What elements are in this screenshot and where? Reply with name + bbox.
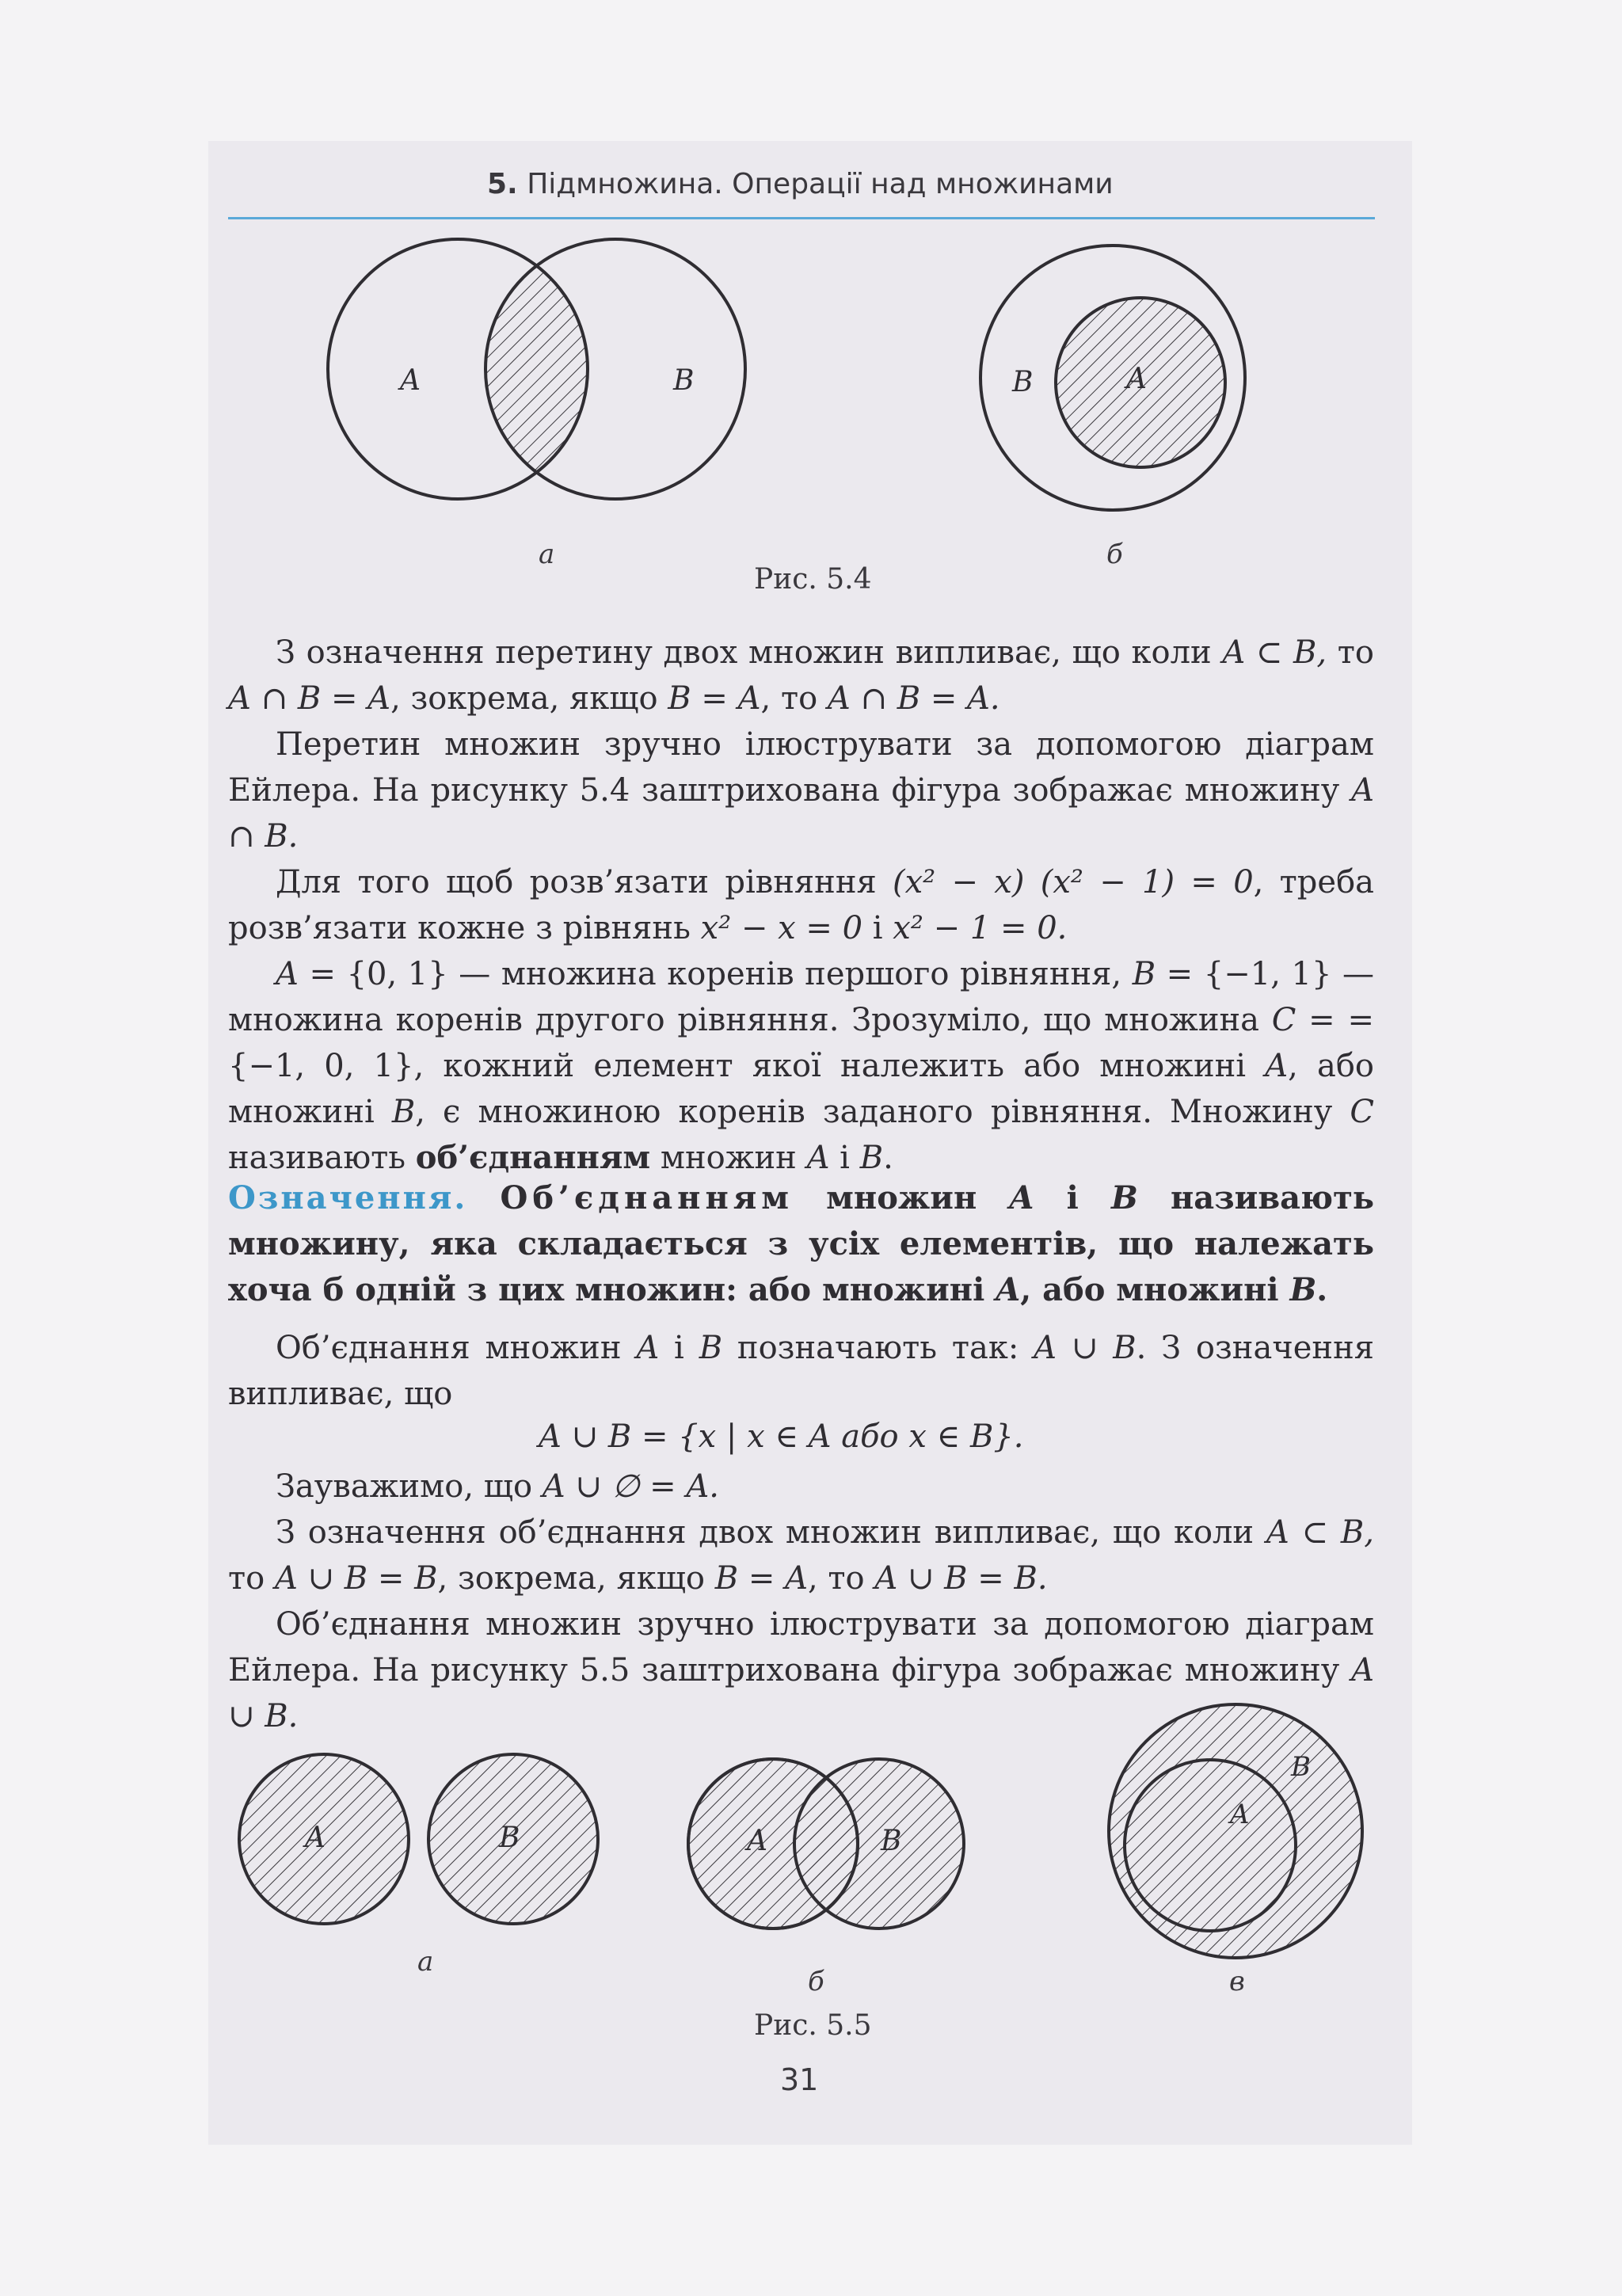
union-overlapping <box>688 1759 964 1929</box>
section-number: 5. <box>487 168 518 200</box>
label-overlap-a: A <box>747 1825 767 1857</box>
paragraph-union-subset: З означення об’єднання двох множин випливає, що коли A ⊂ B, то A ∪ B = B, зокрема, якщо B = A, то A ∪ B = B. <box>228 1514 1374 1597</box>
paragraph-equation: Для того щоб розв’язати рівняння (x² − x) (x² − 1) = 0, треба розв’язати кожне з рівнянь x² − x = 0 і x² − 1 = 0. <box>228 864 1374 946</box>
paragraph-intersection-subset: З означення перетину двох множин випливає, що коли A ⊂ B, то A ∩ B = A, зокрема, якщо B = A, то A ∩ B = A. <box>228 634 1375 717</box>
label-a: A <box>400 364 421 397</box>
label-disjoint-b: B <box>499 1822 520 1854</box>
paragraph-euler-intersection: Перетин множин зручно ілюструвати за допомогою діаграм Ейлера. На рисунку 5.4 заштрихована фігура зображає множину A ∩ B. <box>228 726 1374 855</box>
union-formula: A ∪ B = {x | x ∈ A або x ∈ B}. <box>539 1418 1024 1455</box>
figure-5-4 <box>0 0 1622 602</box>
definition-title: Означення. <box>228 1179 468 1217</box>
paragraph-empty-set: Зауважимо, що A ∪ ∅ = A. <box>276 1468 719 1505</box>
figure-caption-5-4: Рис. 5.4 <box>754 563 872 596</box>
section-title: Підмножина. Операції над множинами <box>527 168 1114 200</box>
subfigure-label-b: б <box>1106 539 1123 570</box>
label-disjoint-a: A <box>305 1822 326 1854</box>
label-subset-b: B <box>1291 1751 1311 1783</box>
label-overlap-b: B <box>881 1825 902 1857</box>
paragraph-roots: A = {0, 1} — множина коренів першого рівняння, B = {−1, 1} — множина коренів другого рівняння. Зрозуміло, що множина C = = {−1, 0, 1}, кожний елемент якої належить або множині A, або множині B, є множиною коренів заданого рівняння. Множину C називають об’єднанням множин A і B. <box>228 956 1375 1176</box>
label-outer-b: B <box>1012 366 1034 398</box>
label-b: B <box>673 364 695 397</box>
union-disjoint <box>239 1754 598 1924</box>
venn-intersection <box>328 239 745 499</box>
subfigure-label-a: а <box>417 1946 434 1978</box>
union-subset <box>1109 1704 1362 1958</box>
overlap-circle-b <box>794 1759 964 1929</box>
subfigure-label-a: а <box>539 539 555 570</box>
figure-caption-5-5: Рис. 5.5 <box>754 2009 872 2042</box>
venn-subset <box>980 246 1245 510</box>
subfigure-label-c: в <box>1229 1966 1245 1997</box>
subset-outer-b <box>1109 1704 1362 1958</box>
paragraph-euler-union: Об’єднання множин зручно ілюструвати за допомогою діаграм Ейлера. На рисунку 5.5 заштрихована фігура зображає множину A ∪ B. <box>228 1606 1374 1734</box>
subfigure-label-b: б <box>808 1966 824 1997</box>
label-inner-a: A <box>1126 363 1147 395</box>
paragraph-union-notation: Об’єднання множин A і B позначають так: A ∪ B. З означення випливає, що <box>228 1330 1374 1412</box>
definition-union: Означення. Об’єднанням множин A і B називають множину, яка складається з усіх елементів, що належать хоча б одній з цих множин: або множині A, або множині B. <box>228 1179 1374 1308</box>
page-number: 31 <box>780 2062 819 2097</box>
label-subset-a: A <box>1230 1799 1250 1830</box>
